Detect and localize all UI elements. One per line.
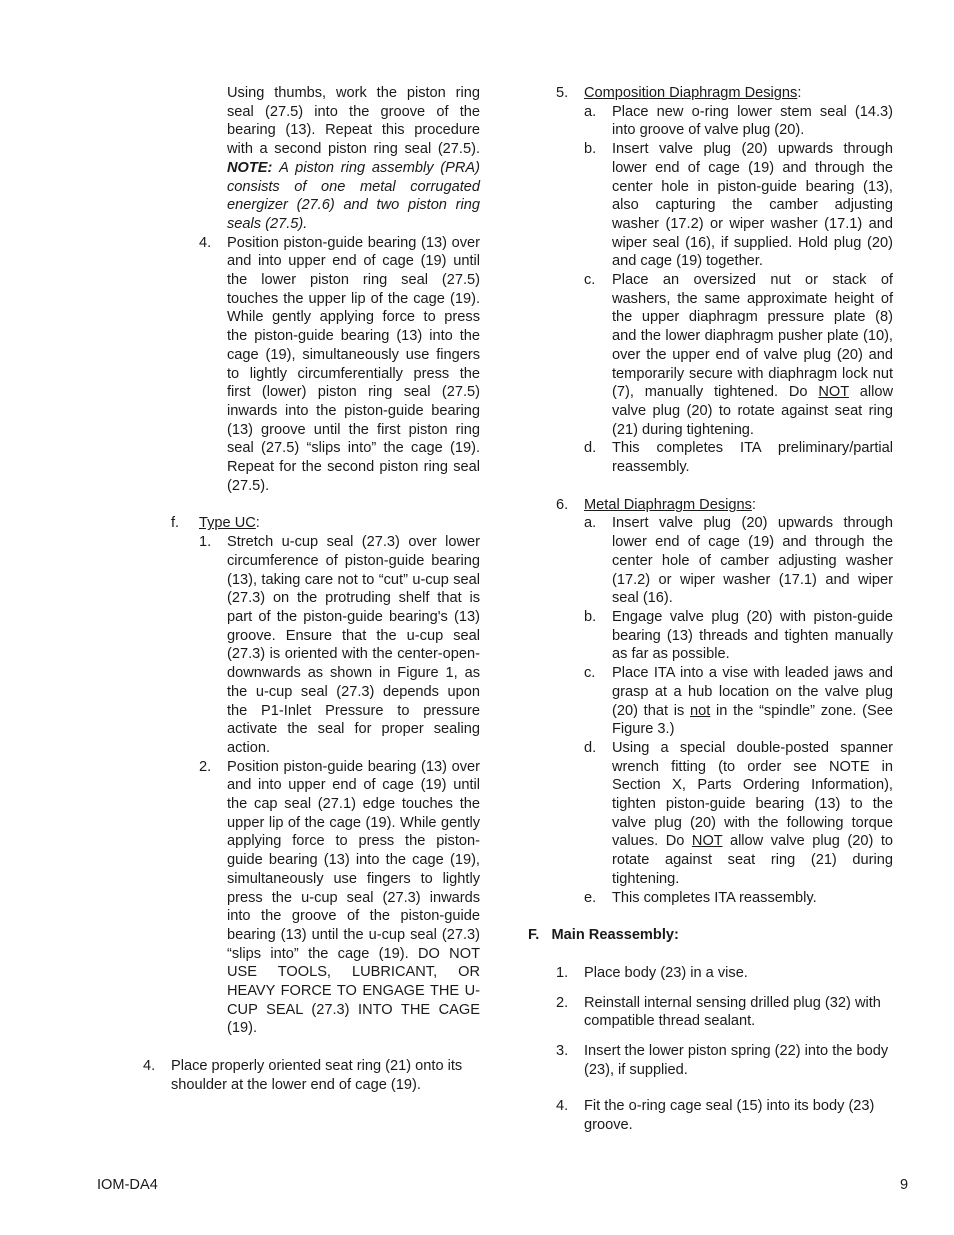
intro-paragraph [227,84,480,234]
list-item [584,140,893,271]
list-item-text: This completes ITA reassembly. [612,889,817,906]
list-letter: a. [584,515,597,532]
list-item [584,739,893,889]
list-item-text: Place an oversized nut or stack of washers, the same approximate height of the upper diaphragm pressure plate (8) and the lower diaphragm pusher plate (10), over the upper end of valve plug (20) and temporarily secure with diaphragm lock nut (7), manually tightened. Do NOT allow valve plug (20) to rotate against seat ring (21) during tightening. [612,272,894,438]
list-item [584,608,893,664]
list-item [143,1057,480,1094]
list-number: 4. [199,234,212,251]
list-number: 1. [199,534,212,551]
list-item-text: Place new o-ring lower stem seal (14.3) into groove of valve plug (20). [612,103,893,139]
list-letter: b. [584,141,597,158]
right-column [528,84,893,1135]
list-item [584,271,894,439]
note-text: A piston ring assembly (PRA) consists of one metal corrugated energizer (27.6) and two piston ring seals (27.5). [227,159,480,232]
list-item [199,234,480,496]
list-item-text: Insert the lower piston spring (22) into the body (23), if supplied. [584,1043,889,1078]
list-item [556,964,893,983]
list-item [584,103,893,140]
list-item-text: Position piston-guide bearing (13) over and into upper end of cage (19) until the cap seal (27.1) edge touches the upper lip of the cage (19). While gently applying force to press the piston-guide bearing (13) into the cage (19), simultaneously use fingers to lightly press the u-cup seal (27.3) inwards into the groove of the piston-guide bearing (13) until the u-cup seal (27.3) “slips into” the cage (19). DO NOT USE TOOLS, LUBRICANT, OR HEAVY FORCE TO ENGAGE THE U-CUP SEAL (27.3) INTO THE CAGE (19). [227,758,480,1037]
list-letter: c. [584,665,596,682]
list-letter: e. [584,889,597,906]
list-item [584,439,893,476]
section-f-title: Type UC: [199,515,260,532]
list-item-text: Stretch u-cup seal (27.3) over lower circumference of piston-guide bearing (13), taking care not to “cut” u-cup seal (27.3) on the protruding shelf that is part of the piston-guide bearing's (13) groove. Ensure that the u-cup seal (27.3) is oriented with the center-open-downwards as shown in Figure 1, as the u-cup seal (27.3) depends upon the P1-Inlet Pressure to pressure activate the seal for proper sealing action. [227,534,480,756]
section-6-title: Metal Diaphragm Designs: [584,496,756,513]
list-item-text: Insert valve plug (20) upwards through lower end of cage (19) and through the center hole in piston-guide bearing (13), also capturing the camber adjusting washer (17.2) or wiper washer (17.1) and wiper seal (16), if supplied. Hold plug (20) and cage (19) together. [612,141,893,270]
list-item-text: Fit the o-ring cage seal (15) into its body (23) groove. [584,1098,875,1134]
document-id: IOM-DA4 [97,1177,158,1193]
list-item-text: Reinstall internal sensing drilled plug (32) with compatible thread sealant. [584,994,881,1030]
list-item [199,533,480,757]
list-item-text: Place body (23) in a vise. [584,964,748,981]
list-number: 2. [556,994,569,1011]
list-item-text: Engage valve plug (20) with piston-guide bearing (13) threads and tighten manually as far as possible. [612,608,893,663]
page-number: 9 [900,1177,909,1193]
list-number: 2. [199,758,212,775]
list-number: 6. [556,496,569,513]
list-letter: a. [584,103,597,120]
list-letter: c. [584,272,596,289]
list-item-text: Using a special double-posted spanner wrench fitting (to order see NOTE in Section X, Parts Ordering Information), tighten piston-guide bearing (13) to the valve plug (20) with the following torque values. Do NOT allow valve plug (20) to rotate against seat ring (21) during tightening. [612,739,893,887]
list-item [556,1042,893,1079]
list-number: 5. [556,85,569,101]
list-letter: d. [584,440,597,457]
list-item-text: Insert valve plug (20) upwards through lower end of cage (19) and through the center hole of camber adjusting washer (17.2) or wiper washer (17.1) and wiper seal (16). [612,515,893,607]
section-heading: F. Main Reassembly: [528,927,679,944]
intro-text: Using thumbs, work the piston ring seal (27.5) into the groove of the bearing (13). Repeat this procedure with a second piston ring seal (27.5). NOTE: A piston ring assembly (PRA) consists of one metal corrugated energizer (27.6) and two piston ring seals (27.5). [227,85,480,232]
list-item [584,889,893,908]
list-number: 4. [556,1098,569,1115]
list-item [199,758,480,1039]
section-5-title: Composition Diaphragm Designs: [584,85,802,101]
section-5 [556,84,893,103]
section-6 [556,496,893,515]
list-item [584,664,893,739]
list-number: 1. [556,964,569,981]
list-item-text: Place properly oriented seat ring (21) onto its shoulder at the lower end of cage (19). [171,1058,463,1093]
note-label: NOTE: [227,159,273,176]
list-number: 4. [143,1058,156,1075]
left-column [140,84,480,1095]
list-letter: f. [171,515,180,532]
list-item-text: Position piston-guide bearing (13) over and into upper end of cage (19) until the lower piston ring seal (27.5) touches the upper lip of the cage (19). While gently applying force to press the piston-guide bearing (13) into the cage (19), simultaneously use fingers to lightly circumferentially press the first (lower) piston ring seal (27.5) inwards into the piston-guide bearing (13) groove until the first piston ring seal (27.5) “slips into” the cage (19). Repeat for the second piston ring seal (27.5). [227,234,480,494]
list-letter: b. [584,608,597,625]
list-item [556,1097,893,1134]
list-item [584,514,893,608]
list-item [556,994,893,1031]
list-letter: d. [584,739,597,756]
list-item-text: Place ITA into a vise with leaded jaws and grasp at a hub location on the valve plug (20) that is not in the “spindle” zone. (See Figure 3.) [612,665,893,738]
list-item-text: This completes ITA preliminary/partial reassembly. [612,440,893,476]
list-number: 3. [556,1043,569,1060]
section-f [171,514,480,533]
